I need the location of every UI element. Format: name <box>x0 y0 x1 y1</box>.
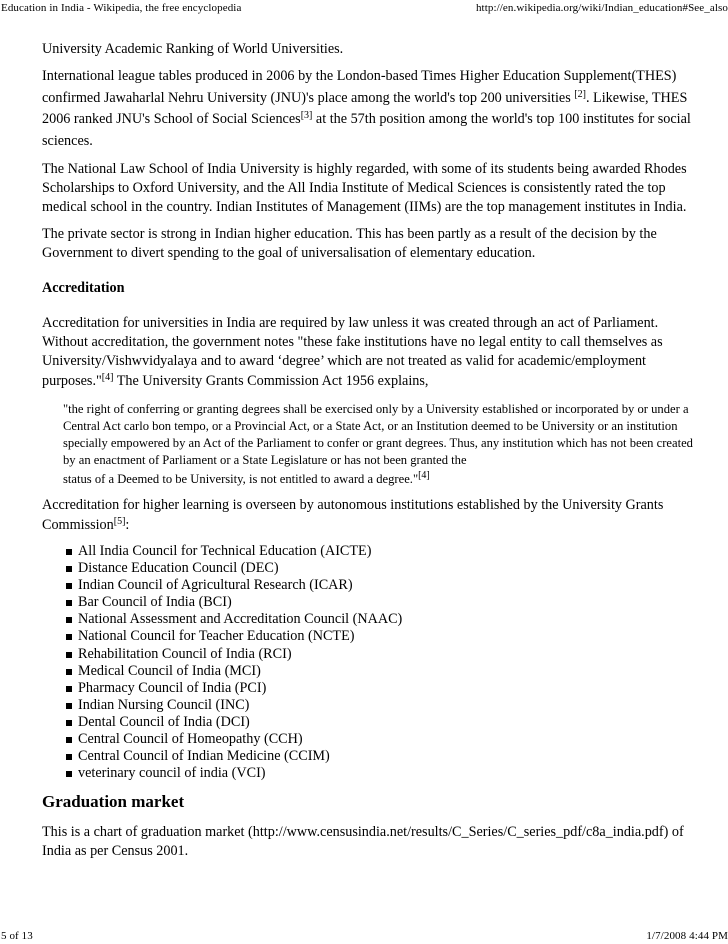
square-bullet-icon <box>66 652 72 658</box>
accreditation-paragraph: Accreditation for universities in India are required by law unless it was created through an act of Parliament. Without accreditation, the government notes "these fake institutions have no legal entity to call themselves as University/Vishwvidyalaya and to award ‘degree’ which are not treated as valid for academic/employment purposes."[4] The University Grants Commission Act 1956 explains, <box>42 315 663 389</box>
citation-link[interactable]: [4] <box>101 372 114 383</box>
page-header-url: http://en.wikipedia.org/wiki/Indian_education#See_also <box>475 2 728 14</box>
square-bullet-icon <box>66 720 72 726</box>
list-item: Central Council of Homeopathy (CCH) <box>66 731 694 748</box>
square-bullet-icon <box>66 754 72 760</box>
list-item: Distance Education Council (DEC) <box>66 560 694 577</box>
print-header <box>0 0 728 16</box>
list-item: Indian Council of Agricultural Research (ICAR) <box>66 577 694 594</box>
page-number: 5 of 13 <box>1 930 33 942</box>
oversight-paragraph: Accreditation for higher learning is overseen by autonomous institutions established by the University Grants Commission[5]: <box>42 497 664 533</box>
square-bullet-icon <box>66 703 72 709</box>
list-item: veterinary council of india (VCI) <box>66 765 694 782</box>
ranking-paragraph: University Academic Ranking of World Universities. <box>42 41 344 57</box>
citation-link[interactable]: [4] <box>418 470 430 481</box>
square-bullet-icon <box>66 686 72 692</box>
print-datetime: 1/7/2008 4:44 PM <box>646 930 728 942</box>
list-item: Pharmacy Council of India (PCI) <box>66 680 694 697</box>
graduation-paragraph: This is a chart of graduation market (http://www.censusindia.net/results/C_Series/C_series_pdf/c8a_india.pdf) of India as per Census 2001. <box>42 824 684 860</box>
article-body <box>42 40 694 861</box>
citation-link[interactable]: [2] <box>574 88 586 100</box>
page-header-title: Education in India - Wikipedia, the free encyclopedia <box>1 2 242 14</box>
private-sector-paragraph: The private sector is strong in Indian higher education. This has been partly as a result of the decision by the Government to divert spending to the goal of universalisation of elementary education. <box>42 226 657 261</box>
square-bullet-icon <box>66 566 72 572</box>
citation-link[interactable]: [5] <box>113 516 126 527</box>
list-item: All India Council for Technical Education (AICTE) <box>66 543 694 560</box>
citation-link[interactable]: [3] <box>300 110 313 121</box>
list-item: Rehabilitation Council of India (RCI) <box>66 646 694 663</box>
council-list <box>42 543 694 782</box>
square-bullet-icon <box>66 669 72 675</box>
list-item: Bar Council of India (BCI) <box>66 594 694 611</box>
square-bullet-icon <box>66 617 72 623</box>
square-bullet-icon <box>66 771 72 777</box>
list-item: National Assessment and Accreditation Council (NAAC) <box>66 611 694 628</box>
graduation-market-heading: Graduation market <box>42 792 185 812</box>
ugc-act-quote: "the right of conferring or granting degrees shall be exercised only by a University established or incorporated by or under a Central Act carlo bon tempo, or a Provincial Act, or a State Act, or an Institution deemed to be University or an institution specially empowered by an Act of the Parliament to confer or grant degrees. Thus, any institution which has not been created by an enactment of Parliament or a State Legislature or has not been granted the status of a Deemed to be University, is not entitled to award a degree."[4] <box>63 402 693 486</box>
square-bullet-icon <box>66 600 72 606</box>
list-item: Indian Nursing Council (INC) <box>66 697 694 714</box>
square-bullet-icon <box>66 549 72 555</box>
nls-paragraph: The National Law School of India University is highly regarded, with some of its students being awarded Rhodes Scholarships to Oxford University, and the All India Institute of Medical Sciences is consistently rated the top medical school in the country. Indian Institutes of Management (IIMs) are the top management institutes in India. <box>42 161 687 215</box>
accreditation-heading: Accreditation <box>42 280 125 296</box>
square-bullet-icon <box>66 634 72 640</box>
square-bullet-icon <box>66 737 72 743</box>
list-item: Dental Council of India (DCI) <box>66 714 694 731</box>
list-item: National Council for Teacher Education (NCTE) <box>66 628 694 645</box>
list-item: Central Council of Indian Medicine (CCIM) <box>66 748 694 765</box>
list-item: Medical Council of India (MCI) <box>66 663 694 680</box>
league-tables-paragraph: International league tables produced in 2006 by the London-based Times Higher Education Supplement(THES) confirmed Jawaharlal Nehru University (JNU)'s place among the world's top 200 universities [2]. Likewise, THES 2006 ranked JNU's School of Social Sciences[3] at the 57th position among the world's top 100 institutes for social sciences. <box>42 68 691 149</box>
square-bullet-icon <box>66 583 72 589</box>
